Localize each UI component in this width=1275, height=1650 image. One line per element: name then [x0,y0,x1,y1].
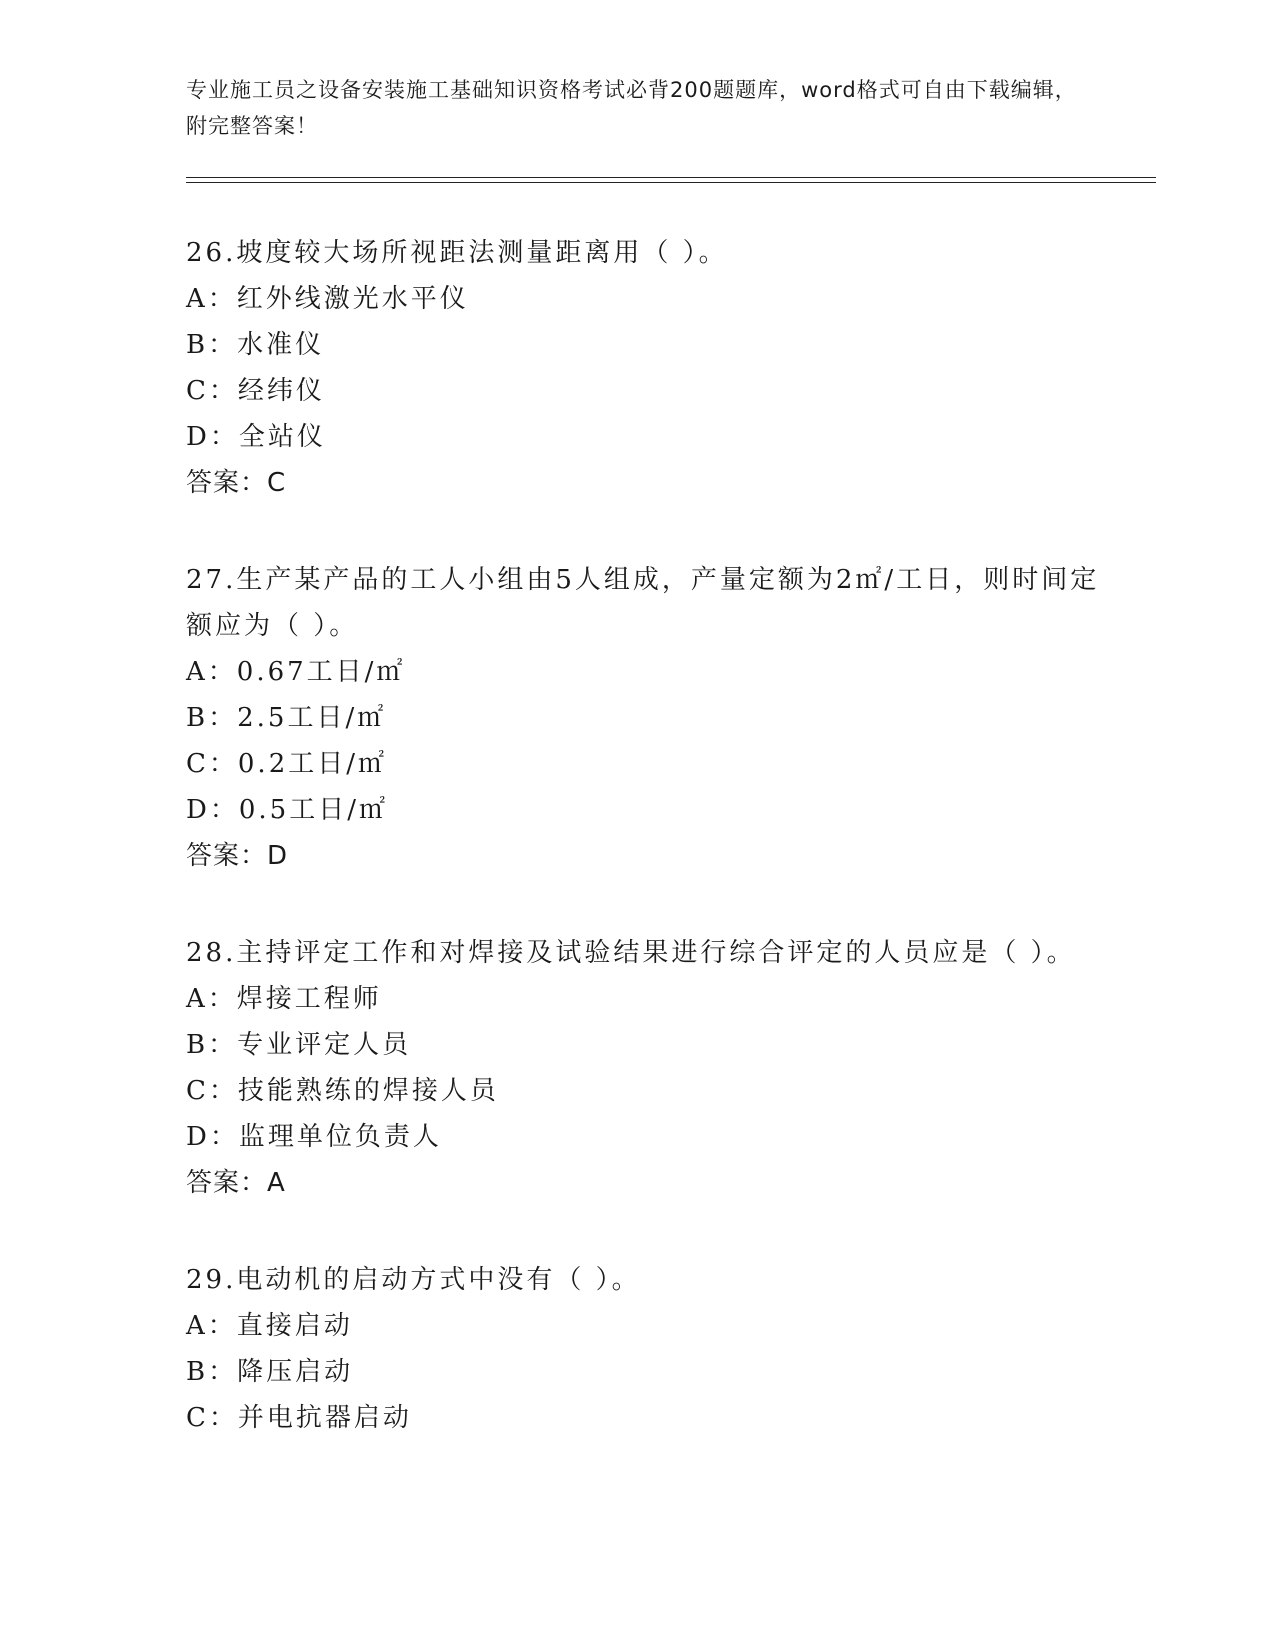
option-b: B：水准仪 [186,330,325,360]
question-26 [186,230,1106,506]
question-stem: 27.生产某产品的工人小组由5人组成，产量定额为2㎡/工日，则时间定额应为（ ）。 [186,565,1100,641]
option-a: A：红外线激光水平仪 [186,284,469,314]
answer-line: 答案：D [186,841,289,871]
option-d: D：0.5工日/㎡ [186,795,388,825]
question-28 [186,930,1106,1206]
question-29 [186,1257,1106,1441]
option-b: B：2.5工日/㎡ [186,703,387,733]
answer-line: 答案：A [186,1168,286,1198]
question-list [186,230,1106,1492]
option-c: C：并电抗器启动 [186,1403,412,1433]
option-d: D：全站仪 [186,422,326,452]
document-header: 专业施工员之设备安装施工基础知识资格考试必背200题题库，word格式可自由下载编辑，附完整答案！ [186,78,1077,138]
question-stem: 26.坡度较大场所视距法测量距离用（ ）。 [186,238,728,268]
option-a: A：直接启动 [186,1311,353,1341]
option-a: A：0.67工日/㎡ [186,657,406,687]
answer-line: 答案：C [186,468,287,498]
option-a: A：焊接工程师 [186,984,382,1014]
option-c: C：经纬仪 [186,376,325,406]
option-b: B：专业评定人员 [186,1030,412,1060]
question-stem: 29.电动机的启动方式中没有（ ）。 [186,1265,641,1295]
header-divider-bottom [186,182,1156,183]
option-c: C：技能熟练的焊接人员 [186,1076,499,1106]
option-d: D：监理单位负责人 [186,1122,442,1152]
question-stem: 28.主持评定工作和对焊接及试验结果进行综合评定的人员应是（ ）。 [186,938,1076,968]
option-c: C：0.2工日/㎡ [186,749,388,779]
header-divider-top [186,177,1156,178]
question-27 [186,557,1106,879]
option-b: B：降压启动 [186,1357,354,1387]
